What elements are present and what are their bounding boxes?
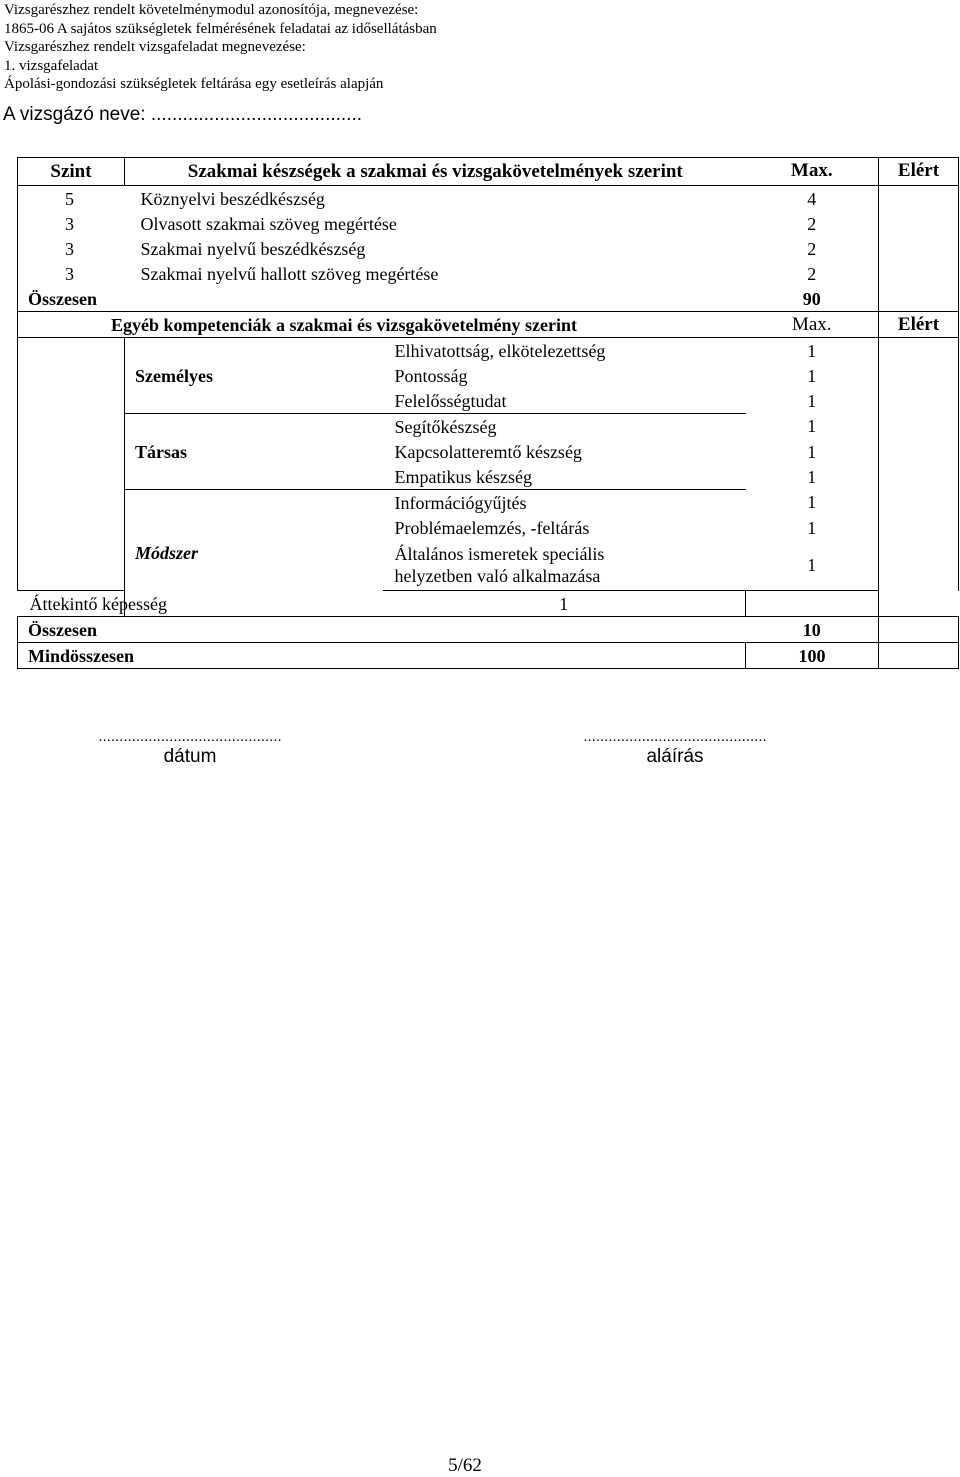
table2-header-row — [18, 312, 959, 338]
date-dots: ............................................ — [98, 728, 282, 745]
signature-dots: ............................................ — [583, 728, 767, 745]
date-label: dátum — [163, 746, 217, 767]
signature-block — [560, 728, 790, 768]
table-row — [18, 338, 959, 364]
elert-cell[interactable] — [879, 338, 959, 364]
elert-cell[interactable] — [879, 540, 959, 591]
competency-cell: Kapcsolatteremtő készség — [394, 441, 582, 462]
skill-cell: Szakmai nyelvű beszédkészség — [140, 238, 366, 259]
max-cell: 2 — [807, 238, 817, 259]
elert-cell[interactable] — [879, 236, 959, 261]
elert-cell[interactable] — [879, 464, 959, 490]
date-signature-block — [75, 728, 305, 768]
group-personal: Személyes — [125, 338, 383, 414]
competency-cell: Felelősségtudat — [383, 388, 746, 414]
col-title-header: Szakmai készségek a szakmai és vizsgakövetelmények szerint — [125, 158, 746, 186]
total-max: 90 — [746, 286, 879, 312]
col-max-header: Max. — [746, 158, 879, 186]
skill-cell: Olvasott szakmai szöveg megértése — [140, 213, 397, 234]
table1-total-row — [18, 286, 959, 312]
col-elert-header: Elért — [879, 158, 959, 186]
skill-cell: Szakmai nyelvű hallott szöveg megértése — [140, 263, 439, 284]
competency-cell: Segítőkészség — [394, 416, 497, 437]
group-method: Módszer — [125, 490, 383, 617]
total-max: 10 — [746, 617, 879, 643]
table-row — [18, 236, 959, 261]
max-cell: 1 — [746, 338, 879, 364]
elert-cell[interactable] — [879, 439, 959, 464]
table1-header-row — [18, 158, 959, 186]
max-cell: 2 — [807, 213, 817, 234]
elert-cell[interactable] — [879, 211, 959, 236]
elert-cell[interactable] — [879, 515, 959, 540]
table2-total-row — [18, 617, 959, 643]
competency-cell: Pontosság — [394, 365, 468, 386]
table-row — [18, 591, 959, 617]
table-row — [18, 261, 959, 286]
header-line: 1. vizsgafeladat — [4, 57, 99, 74]
header-line: Vizsgarészhez rendelt vizsgafeladat megnevezése: — [4, 39, 306, 56]
total-elert-cell[interactable] — [879, 286, 959, 312]
competency-cell: Áttekintő képesség — [18, 591, 125, 617]
max-cell: 1 — [807, 555, 817, 575]
elert-cell[interactable] — [746, 591, 879, 617]
competency-cell: Általános ismeretek speciális helyzetben való alkalmazása — [394, 544, 605, 586]
max-cell: 4 — [807, 188, 817, 209]
signature-label: aláírás — [646, 746, 704, 767]
table-row — [18, 211, 959, 236]
competency-cell: Információgyűjtés — [394, 492, 527, 513]
max-cell: 1 — [807, 517, 817, 538]
table-row — [18, 490, 959, 516]
col-level-header: Szint — [18, 158, 125, 186]
max-cell: 1 — [807, 466, 817, 487]
page-number: 5/62 — [448, 1455, 482, 1476]
skill-cell: Köznyelvi beszédkészség — [140, 188, 325, 209]
level-cell: 3 — [18, 211, 125, 236]
table2-title: Egyéb kompetenciák a szakmai és vizsgakövetelmény szerint — [18, 312, 746, 338]
header-line: Ápolási-gondozási szükségletek feltárása egy esetleírás alapján — [4, 76, 384, 93]
max-cell: 1 — [383, 591, 746, 617]
header-line: Vizsgarészhez rendelt követelménymodul azonosítója, megnevezése: — [4, 2, 419, 18]
max-cell: 1 — [807, 441, 817, 462]
table-row — [18, 414, 959, 440]
table2-col-max: Max. — [791, 313, 832, 335]
table2-col-elert: Elért — [879, 312, 959, 338]
group-social: Társas — [125, 414, 383, 490]
total-elert-cell[interactable] — [879, 617, 959, 643]
elert-cell[interactable] — [879, 388, 959, 414]
table-row — [18, 186, 959, 212]
indent-cell — [18, 338, 125, 591]
grand-total-max: 100 — [746, 643, 879, 669]
elert-cell[interactable] — [879, 414, 959, 440]
max-cell: 1 — [807, 365, 817, 386]
elert-cell[interactable] — [879, 261, 959, 286]
elert-cell[interactable] — [879, 490, 959, 516]
level-cell: 3 — [18, 236, 125, 261]
competency-cell: Problémaelemzés, -feltárás — [394, 517, 590, 538]
grand-total-label: Mindösszesen — [18, 643, 746, 669]
max-cell: 1 — [807, 492, 817, 513]
header-line: 1865-06 A sajátos szükségletek felmérésének feladatai az idősellátásban — [4, 20, 437, 37]
max-cell: 2 — [807, 263, 817, 284]
max-cell: 1 — [807, 416, 817, 437]
max-cell: 1 — [807, 390, 817, 411]
total-label: Összesen — [18, 617, 746, 643]
grand-total-row — [18, 643, 959, 669]
evaluation-table — [17, 157, 959, 669]
elert-cell[interactable] — [879, 363, 959, 388]
competency-cell: Empatikus készség — [383, 464, 746, 490]
elert-cell[interactable] — [879, 186, 959, 212]
level-cell: 5 — [18, 186, 125, 212]
level-cell: 3 — [18, 261, 125, 286]
grand-total-elert-cell[interactable] — [879, 643, 959, 669]
competency-cell: Elhivatottság, elkötelezettség — [383, 338, 746, 364]
candidate-name-field: A vizsgázó neve: ........................................ — [3, 104, 363, 125]
total-label: Összesen — [18, 286, 746, 312]
document-header — [4, 1, 437, 94]
